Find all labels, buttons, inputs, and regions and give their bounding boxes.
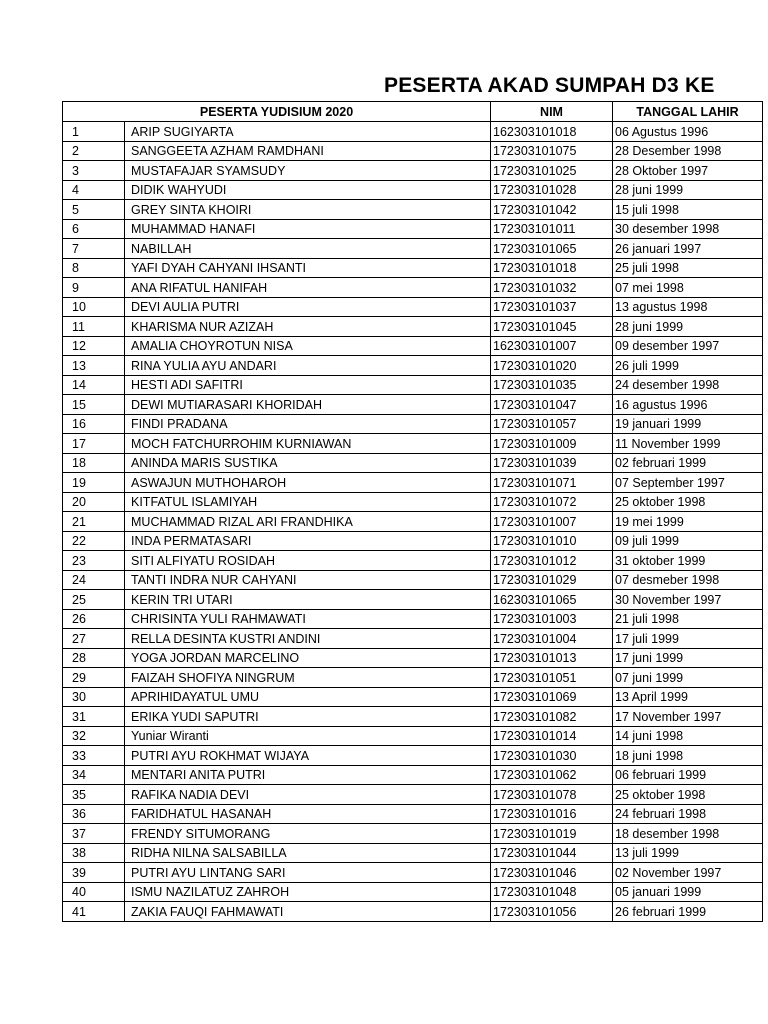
participants-table bbox=[62, 101, 763, 922]
participant-nim: 162303101065 bbox=[491, 590, 613, 610]
table-row bbox=[63, 629, 763, 649]
participant-name: ISMU NAZILATUZ ZAHROH bbox=[125, 882, 491, 902]
participant-name: MOCH FATCHURROHIM KURNIAWAN bbox=[125, 434, 491, 454]
row-number: 11 bbox=[63, 317, 125, 337]
table-row bbox=[63, 141, 763, 161]
table-row bbox=[63, 668, 763, 688]
table-row bbox=[63, 843, 763, 863]
table-row bbox=[63, 375, 763, 395]
participant-name: FAIZAH SHOFIYA NINGRUM bbox=[125, 668, 491, 688]
participant-nim: 172303101003 bbox=[491, 609, 613, 629]
birth-date: 26 juli 1999 bbox=[613, 356, 763, 376]
row-number: 17 bbox=[63, 434, 125, 454]
birth-date: 30 desember 1998 bbox=[613, 219, 763, 239]
participant-name: KITFATUL ISLAMIYAH bbox=[125, 492, 491, 512]
participant-name: SITI ALFIYATU ROSIDAH bbox=[125, 551, 491, 571]
participant-name: NABILLAH bbox=[125, 239, 491, 259]
birth-date: 31 oktober 1999 bbox=[613, 551, 763, 571]
birth-date: 18 juni 1998 bbox=[613, 746, 763, 766]
birth-date: 17 November 1997 bbox=[613, 707, 763, 727]
table-row bbox=[63, 395, 763, 415]
participant-nim: 172303101028 bbox=[491, 180, 613, 200]
header-birth-date: TANGGAL LAHIR bbox=[613, 102, 763, 122]
birth-date: 30 November 1997 bbox=[613, 590, 763, 610]
birth-date: 26 februari 1999 bbox=[613, 902, 763, 922]
table-row bbox=[63, 453, 763, 473]
participant-name: FRENDY SITUMORANG bbox=[125, 824, 491, 844]
table-row bbox=[63, 336, 763, 356]
row-number: 38 bbox=[63, 843, 125, 863]
table-body bbox=[63, 122, 763, 922]
participant-name: RIDHA NILNA SALSABILLA bbox=[125, 843, 491, 863]
table-row bbox=[63, 219, 763, 239]
row-number: 36 bbox=[63, 804, 125, 824]
participant-nim: 162303101018 bbox=[491, 122, 613, 142]
birth-date: 07 desmeber 1998 bbox=[613, 570, 763, 590]
participant-name: ASWAJUN MUTHOHAROH bbox=[125, 473, 491, 493]
participant-nim: 172303101071 bbox=[491, 473, 613, 493]
participant-name: ANINDA MARIS SUSTIKA bbox=[125, 453, 491, 473]
table-row bbox=[63, 239, 763, 259]
table-row bbox=[63, 161, 763, 181]
participant-name: GREY SINTA KHOIRI bbox=[125, 200, 491, 220]
birth-date: 14 juni 1998 bbox=[613, 726, 763, 746]
table-row bbox=[63, 356, 763, 376]
header-participant: PESERTA YUDISIUM 2020 bbox=[63, 102, 491, 122]
birth-date: 28 juni 1999 bbox=[613, 180, 763, 200]
birth-date: 11 November 1999 bbox=[613, 434, 763, 454]
row-number: 13 bbox=[63, 356, 125, 376]
table-row bbox=[63, 765, 763, 785]
table-row bbox=[63, 492, 763, 512]
table-row bbox=[63, 414, 763, 434]
row-number: 35 bbox=[63, 785, 125, 805]
birth-date: 17 juli 1999 bbox=[613, 629, 763, 649]
birth-date: 18 desember 1998 bbox=[613, 824, 763, 844]
table-row bbox=[63, 531, 763, 551]
participant-name: MUCHAMMAD RIZAL ARI FRANDHIKA bbox=[125, 512, 491, 532]
table-row bbox=[63, 297, 763, 317]
participant-nim: 172303101014 bbox=[491, 726, 613, 746]
table-row bbox=[63, 902, 763, 922]
birth-date: 25 oktober 1998 bbox=[613, 785, 763, 805]
row-number: 22 bbox=[63, 531, 125, 551]
document-title: PESERTA AKAD SUMPAH D3 KE bbox=[384, 74, 715, 97]
participant-name: ERIKA YUDI SAPUTRI bbox=[125, 707, 491, 727]
birth-date: 25 juli 1998 bbox=[613, 258, 763, 278]
table-row bbox=[63, 551, 763, 571]
participant-nim: 172303101030 bbox=[491, 746, 613, 766]
birth-date: 19 januari 1999 bbox=[613, 414, 763, 434]
table-row bbox=[63, 648, 763, 668]
participant-nim: 172303101010 bbox=[491, 531, 613, 551]
participant-name: YOGA JORDAN MARCELINO bbox=[125, 648, 491, 668]
table-row bbox=[63, 785, 763, 805]
table-row bbox=[63, 609, 763, 629]
participant-nim: 172303101075 bbox=[491, 141, 613, 161]
row-number: 25 bbox=[63, 590, 125, 610]
participant-name: ZAKIA FAUQI FAHMAWATI bbox=[125, 902, 491, 922]
participant-name: KERIN TRI UTARI bbox=[125, 590, 491, 610]
row-number: 18 bbox=[63, 453, 125, 473]
birth-date: 06 Agustus 1996 bbox=[613, 122, 763, 142]
participant-name: INDA PERMATASARI bbox=[125, 531, 491, 551]
participant-name: ANA RIFATUL HANIFAH bbox=[125, 278, 491, 298]
participant-name: RELLA DESINTA KUSTRI ANDINI bbox=[125, 629, 491, 649]
row-number: 34 bbox=[63, 765, 125, 785]
birth-date: 28 juni 1999 bbox=[613, 317, 763, 337]
row-number: 14 bbox=[63, 375, 125, 395]
participant-name: ARIP SUGIYARTA bbox=[125, 122, 491, 142]
participant-name: CHRISINTA YULI RAHMAWATI bbox=[125, 609, 491, 629]
participant-nim: 172303101047 bbox=[491, 395, 613, 415]
birth-date: 05 januari 1999 bbox=[613, 882, 763, 902]
table-row bbox=[63, 824, 763, 844]
table-header-row bbox=[63, 102, 763, 122]
birth-date: 07 juni 1999 bbox=[613, 668, 763, 688]
row-number: 29 bbox=[63, 668, 125, 688]
participant-nim: 172303101035 bbox=[491, 375, 613, 395]
row-number: 8 bbox=[63, 258, 125, 278]
participant-name: DIDIK WAHYUDI bbox=[125, 180, 491, 200]
row-number: 26 bbox=[63, 609, 125, 629]
table-row bbox=[63, 473, 763, 493]
row-number: 31 bbox=[63, 707, 125, 727]
participant-name: PUTRI AYU LINTANG SARI bbox=[125, 863, 491, 883]
table-row bbox=[63, 882, 763, 902]
birth-date: 28 Desember 1998 bbox=[613, 141, 763, 161]
participant-name: MUHAMMAD HANAFI bbox=[125, 219, 491, 239]
table-row bbox=[63, 200, 763, 220]
row-number: 2 bbox=[63, 141, 125, 161]
participant-nim: 162303101007 bbox=[491, 336, 613, 356]
participant-name: FARIDHATUL HASANAH bbox=[125, 804, 491, 824]
row-number: 7 bbox=[63, 239, 125, 259]
birth-date: 26 januari 1997 bbox=[613, 239, 763, 259]
table-row bbox=[63, 258, 763, 278]
participant-name: DEWI MUTIARASARI KHORIDAH bbox=[125, 395, 491, 415]
participant-name: HESTI ADI SAFITRI bbox=[125, 375, 491, 395]
table-row bbox=[63, 726, 763, 746]
participant-nim: 172303101042 bbox=[491, 200, 613, 220]
table-row bbox=[63, 512, 763, 532]
participant-nim: 172303101072 bbox=[491, 492, 613, 512]
participant-nim: 172303101045 bbox=[491, 317, 613, 337]
row-number: 23 bbox=[63, 551, 125, 571]
participant-name: SANGGEETA AZHAM RAMDHANI bbox=[125, 141, 491, 161]
table-row bbox=[63, 180, 763, 200]
participant-nim: 172303101025 bbox=[491, 161, 613, 181]
participant-name: AMALIA CHOYROTUN NISA bbox=[125, 336, 491, 356]
row-number: 3 bbox=[63, 161, 125, 181]
participant-name: TANTI INDRA NUR CAHYANI bbox=[125, 570, 491, 590]
participant-nim: 172303101011 bbox=[491, 219, 613, 239]
birth-date: 16 agustus 1996 bbox=[613, 395, 763, 415]
row-number: 40 bbox=[63, 882, 125, 902]
birth-date: 24 februari 1998 bbox=[613, 804, 763, 824]
participant-nim: 172303101007 bbox=[491, 512, 613, 532]
participant-nim: 172303101069 bbox=[491, 687, 613, 707]
participant-nim: 172303101039 bbox=[491, 453, 613, 473]
row-number: 21 bbox=[63, 512, 125, 532]
birth-date: 15 juli 1998 bbox=[613, 200, 763, 220]
participant-nim: 172303101057 bbox=[491, 414, 613, 434]
participant-name: RINA YULIA AYU ANDARI bbox=[125, 356, 491, 376]
row-number: 19 bbox=[63, 473, 125, 493]
participant-name: DEVI AULIA PUTRI bbox=[125, 297, 491, 317]
table-row bbox=[63, 590, 763, 610]
participant-nim: 172303101082 bbox=[491, 707, 613, 727]
participant-nim: 172303101029 bbox=[491, 570, 613, 590]
header-nim: NIM bbox=[491, 102, 613, 122]
row-number: 16 bbox=[63, 414, 125, 434]
table-row bbox=[63, 687, 763, 707]
birth-date: 13 juli 1999 bbox=[613, 843, 763, 863]
birth-date: 09 juli 1999 bbox=[613, 531, 763, 551]
participant-name: YAFI DYAH CAHYANI IHSANTI bbox=[125, 258, 491, 278]
row-number: 33 bbox=[63, 746, 125, 766]
table-row bbox=[63, 122, 763, 142]
participant-nim: 172303101018 bbox=[491, 258, 613, 278]
participant-nim: 172303101062 bbox=[491, 765, 613, 785]
participant-name: PUTRI AYU ROKHMAT WIJAYA bbox=[125, 746, 491, 766]
table-row bbox=[63, 278, 763, 298]
participant-name: MUSTAFAJAR SYAMSUDY bbox=[125, 161, 491, 181]
birth-date: 07 mei 1998 bbox=[613, 278, 763, 298]
participant-nim: 172303101044 bbox=[491, 843, 613, 863]
row-number: 4 bbox=[63, 180, 125, 200]
row-number: 30 bbox=[63, 687, 125, 707]
birth-date: 13 April 1999 bbox=[613, 687, 763, 707]
participant-nim: 172303101065 bbox=[491, 239, 613, 259]
row-number: 27 bbox=[63, 629, 125, 649]
birth-date: 17 juni 1999 bbox=[613, 648, 763, 668]
row-number: 37 bbox=[63, 824, 125, 844]
birth-date: 02 November 1997 bbox=[613, 863, 763, 883]
row-number: 39 bbox=[63, 863, 125, 883]
participant-name: MENTARI ANITA PUTRI bbox=[125, 765, 491, 785]
participant-nim: 172303101048 bbox=[491, 882, 613, 902]
birth-date: 09 desember 1997 bbox=[613, 336, 763, 356]
row-number: 6 bbox=[63, 219, 125, 239]
participant-nim: 172303101032 bbox=[491, 278, 613, 298]
table-row bbox=[63, 707, 763, 727]
participant-nim: 172303101009 bbox=[491, 434, 613, 454]
participant-nim: 172303101004 bbox=[491, 629, 613, 649]
birth-date: 13 agustus 1998 bbox=[613, 297, 763, 317]
participant-nim: 172303101020 bbox=[491, 356, 613, 376]
participant-nim: 172303101046 bbox=[491, 863, 613, 883]
birth-date: 21 juli 1998 bbox=[613, 609, 763, 629]
row-number: 10 bbox=[63, 297, 125, 317]
participant-nim: 172303101078 bbox=[491, 785, 613, 805]
row-number: 28 bbox=[63, 648, 125, 668]
birth-date: 07 September 1997 bbox=[613, 473, 763, 493]
table-row bbox=[63, 570, 763, 590]
row-number: 1 bbox=[63, 122, 125, 142]
table-row bbox=[63, 746, 763, 766]
birth-date: 02 februari 1999 bbox=[613, 453, 763, 473]
row-number: 20 bbox=[63, 492, 125, 512]
participant-name: FINDI PRADANA bbox=[125, 414, 491, 434]
row-number: 5 bbox=[63, 200, 125, 220]
participant-name: KHARISMA NUR AZIZAH bbox=[125, 317, 491, 337]
participant-name: Yuniar Wiranti bbox=[125, 726, 491, 746]
participant-nim: 172303101037 bbox=[491, 297, 613, 317]
table-row bbox=[63, 804, 763, 824]
participant-name: RAFIKA NADIA DEVI bbox=[125, 785, 491, 805]
participant-name: APRIHIDAYATUL UMU bbox=[125, 687, 491, 707]
table-viewport bbox=[62, 101, 739, 938]
row-number: 41 bbox=[63, 902, 125, 922]
row-number: 32 bbox=[63, 726, 125, 746]
participant-nim: 172303101056 bbox=[491, 902, 613, 922]
table-row bbox=[63, 317, 763, 337]
participant-nim: 172303101051 bbox=[491, 668, 613, 688]
participant-nim: 172303101012 bbox=[491, 551, 613, 571]
birth-date: 28 Oktober 1997 bbox=[613, 161, 763, 181]
birth-date: 24 desember 1998 bbox=[613, 375, 763, 395]
participant-nim: 172303101019 bbox=[491, 824, 613, 844]
row-number: 15 bbox=[63, 395, 125, 415]
row-number: 12 bbox=[63, 336, 125, 356]
participant-nim: 172303101016 bbox=[491, 804, 613, 824]
table-row bbox=[63, 863, 763, 883]
birth-date: 06 februari 1999 bbox=[613, 765, 763, 785]
birth-date: 25 oktober 1998 bbox=[613, 492, 763, 512]
row-number: 24 bbox=[63, 570, 125, 590]
table-row bbox=[63, 434, 763, 454]
birth-date: 19 mei 1999 bbox=[613, 512, 763, 532]
participant-nim: 172303101013 bbox=[491, 648, 613, 668]
row-number: 9 bbox=[63, 278, 125, 298]
